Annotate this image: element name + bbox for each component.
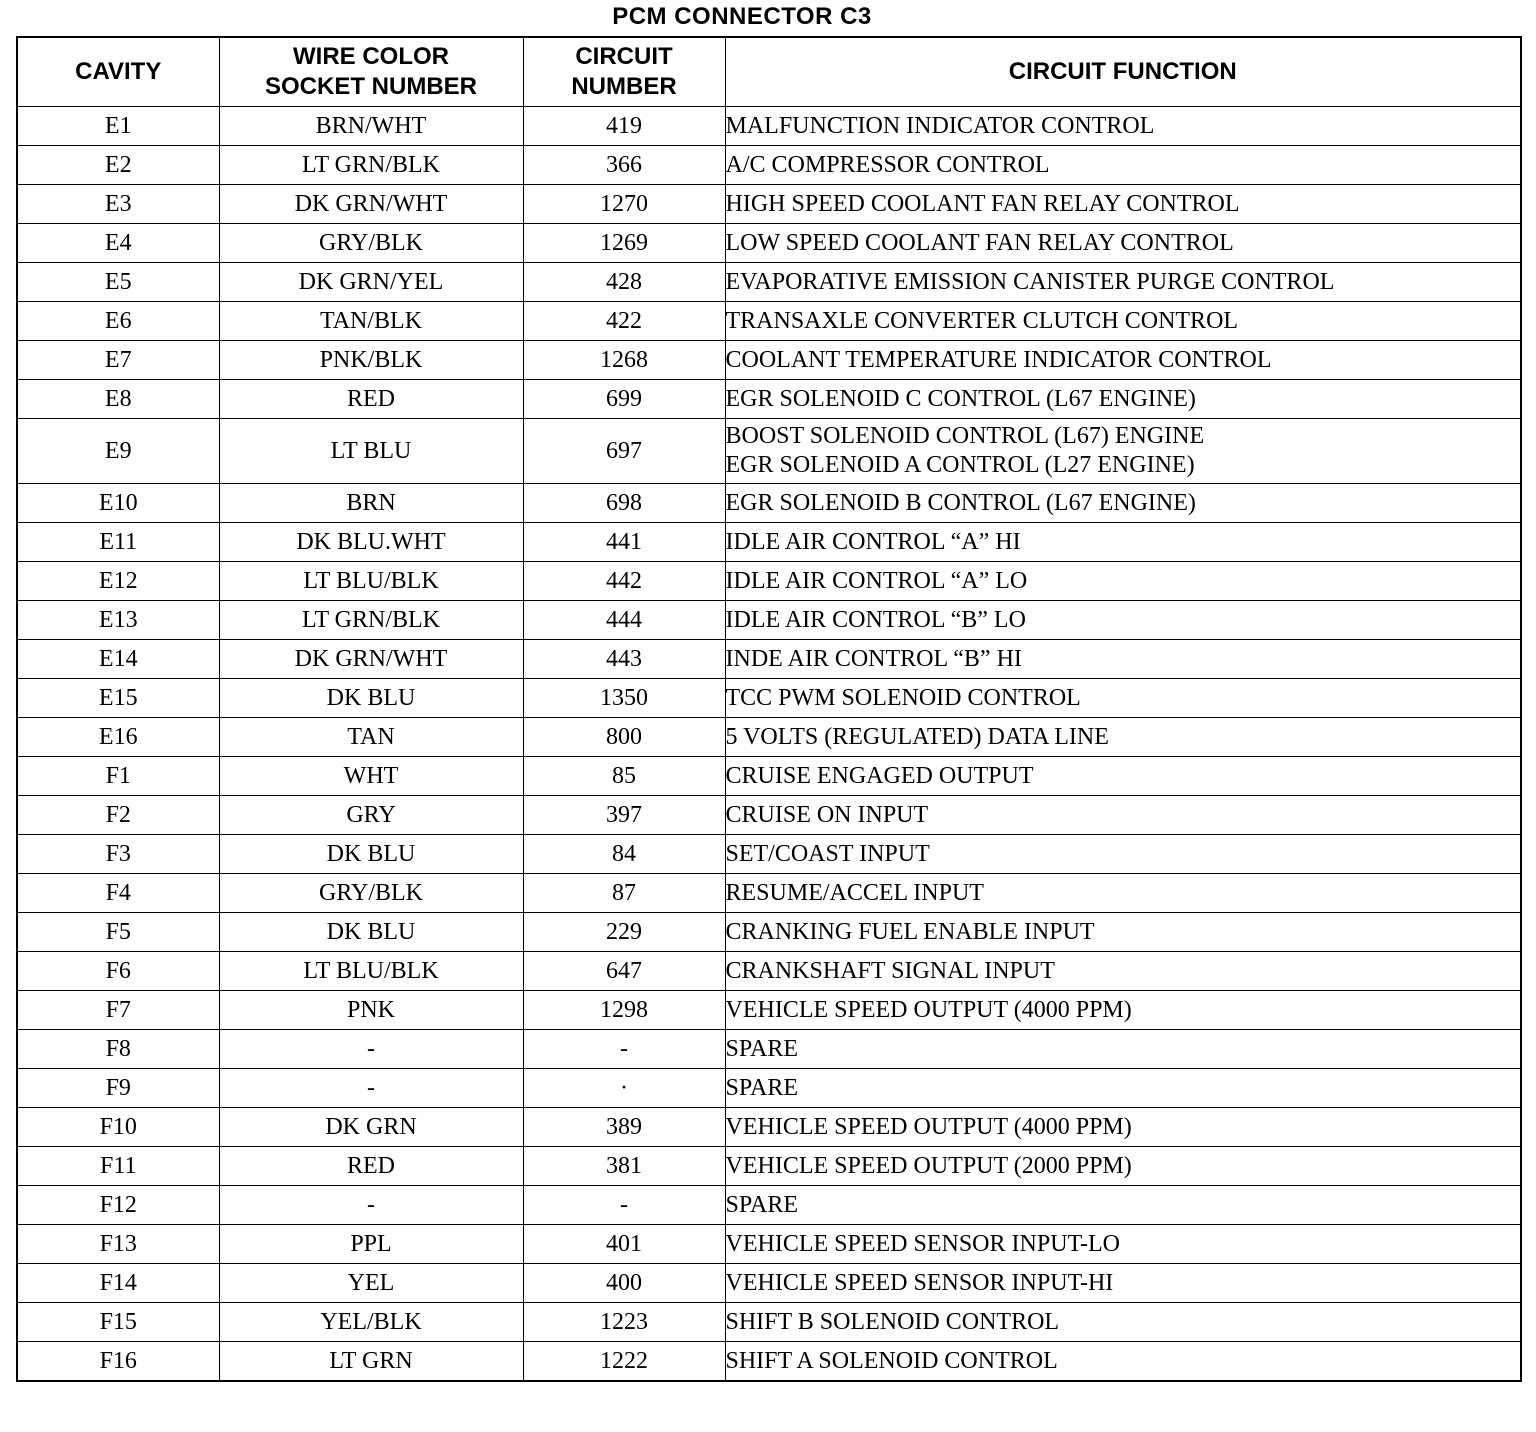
cell-wire-color: DK BLU [219, 679, 523, 718]
cell-cavity: E3 [17, 185, 219, 224]
cell-cavity: E5 [17, 263, 219, 302]
cell-circuit-function: TCC PWM SOLENOID CONTROL [725, 679, 1521, 718]
cell-wire-color: LT BLU [219, 419, 523, 484]
cell-circuit-function: IDLE AIR CONTROL “A” HI [725, 523, 1521, 562]
cell-cavity: E8 [17, 380, 219, 419]
cell-circuit-number: 697 [523, 419, 725, 484]
cell-circuit-function: RESUME/ACCEL INPUT [725, 874, 1521, 913]
table-row [17, 562, 1521, 601]
cell-circuit-number: 419 [523, 107, 725, 146]
cell-circuit-function: IDLE AIR CONTROL “A” LO [725, 562, 1521, 601]
header-circuit-function: CIRCUIT FUNCTION [725, 37, 1521, 107]
cell-circuit-number: · [523, 1069, 725, 1108]
table-row [17, 185, 1521, 224]
cell-cavity: F16 [17, 1342, 219, 1382]
table-row [17, 523, 1521, 562]
cell-circuit-function: CRANKING FUEL ENABLE INPUT [725, 913, 1521, 952]
header-cavity: CAVITY [17, 37, 219, 107]
cell-circuit-function: BOOST SOLENOID CONTROL (L67) ENGINE EGR SOLENOID A CONTROL (L27 ENGINE) [725, 419, 1521, 484]
cell-circuit-function: CRUISE ENGAGED OUTPUT [725, 757, 1521, 796]
cell-circuit-function: IDLE AIR CONTROL “B” LO [725, 601, 1521, 640]
cell-cavity: F3 [17, 835, 219, 874]
table-header-row [17, 37, 1521, 107]
cell-circuit-number: 401 [523, 1225, 725, 1264]
cell-cavity: F7 [17, 991, 219, 1030]
cell-wire-color: DK BLU.WHT [219, 523, 523, 562]
cell-wire-color: LT GRN [219, 1342, 523, 1382]
table-row [17, 679, 1521, 718]
table-row [17, 1108, 1521, 1147]
header-wire-color: WIRE COLOR SOCKET NUMBER [219, 37, 523, 107]
cell-circuit-number: 1350 [523, 679, 725, 718]
cell-cavity: F14 [17, 1264, 219, 1303]
cell-cavity: E10 [17, 484, 219, 523]
cell-wire-color: TAN/BLK [219, 302, 523, 341]
cell-circuit-number: 85 [523, 757, 725, 796]
cell-cavity: E2 [17, 146, 219, 185]
cell-wire-color: GRY [219, 796, 523, 835]
table-row [17, 991, 1521, 1030]
cell-circuit-number: - [523, 1030, 725, 1069]
cell-cavity: F1 [17, 757, 219, 796]
cell-wire-color: - [219, 1186, 523, 1225]
cell-cavity: E13 [17, 601, 219, 640]
cell-circuit-function: COOLANT TEMPERATURE INDICATOR CONTROL [725, 341, 1521, 380]
cell-circuit-function: TRANSAXLE CONVERTER CLUTCH CONTROL [725, 302, 1521, 341]
cell-cavity: F5 [17, 913, 219, 952]
cell-circuit-number: 397 [523, 796, 725, 835]
cell-cavity: E1 [17, 107, 219, 146]
cell-wire-color: PNK [219, 991, 523, 1030]
cell-cavity: F13 [17, 1225, 219, 1264]
cell-cavity: F10 [17, 1108, 219, 1147]
cell-circuit-number: - [523, 1186, 725, 1225]
cell-circuit-function: SHIFT A SOLENOID CONTROL [725, 1342, 1521, 1382]
cell-circuit-function: 5 VOLTS (REGULATED) DATA LINE [725, 718, 1521, 757]
table-row [17, 601, 1521, 640]
cell-circuit-number: 1298 [523, 991, 725, 1030]
cell-circuit-function: VEHICLE SPEED OUTPUT (4000 PPM) [725, 991, 1521, 1030]
cell-circuit-function: A/C COMPRESSOR CONTROL [725, 146, 1521, 185]
cell-cavity: F9 [17, 1069, 219, 1108]
cell-circuit-number: 84 [523, 835, 725, 874]
cell-circuit-number: 1222 [523, 1342, 725, 1382]
cell-cavity: F11 [17, 1147, 219, 1186]
cell-wire-color: DK BLU [219, 913, 523, 952]
cell-circuit-function: SHIFT B SOLENOID CONTROL [725, 1303, 1521, 1342]
cell-wire-color: DK BLU [219, 835, 523, 874]
table-row [17, 1030, 1521, 1069]
cell-cavity: E7 [17, 341, 219, 380]
table-row [17, 952, 1521, 991]
table-row [17, 484, 1521, 523]
table-row [17, 1147, 1521, 1186]
table-row [17, 341, 1521, 380]
table-row [17, 757, 1521, 796]
cell-cavity: F4 [17, 874, 219, 913]
cell-circuit-number: 1223 [523, 1303, 725, 1342]
cell-wire-color: BRN/WHT [219, 107, 523, 146]
table-row [17, 1069, 1521, 1108]
cell-circuit-function: VEHICLE SPEED SENSOR INPUT-LO [725, 1225, 1521, 1264]
cell-circuit-function: MALFUNCTION INDICATOR CONTROL [725, 107, 1521, 146]
cell-circuit-function: LOW SPEED COOLANT FAN RELAY CONTROL [725, 224, 1521, 263]
cell-circuit-function: SPARE [725, 1186, 1521, 1225]
cell-wire-color: RED [219, 380, 523, 419]
cell-circuit-number: 381 [523, 1147, 725, 1186]
table-row [17, 224, 1521, 263]
table-row [17, 835, 1521, 874]
cell-cavity: F12 [17, 1186, 219, 1225]
cell-wire-color: DK GRN/WHT [219, 640, 523, 679]
cell-wire-color: - [219, 1069, 523, 1108]
header-circuit-number: CIRCUIT NUMBER [523, 37, 725, 107]
cell-wire-color: DK GRN [219, 1108, 523, 1147]
table-row [17, 146, 1521, 185]
cell-circuit-function: VEHICLE SPEED OUTPUT (4000 PPM) [725, 1108, 1521, 1147]
cell-wire-color: WHT [219, 757, 523, 796]
cell-circuit-number: 1269 [523, 224, 725, 263]
cell-circuit-number: 1270 [523, 185, 725, 224]
cell-circuit-number: 389 [523, 1108, 725, 1147]
table-row [17, 380, 1521, 419]
cell-circuit-number: 800 [523, 718, 725, 757]
cell-cavity: F6 [17, 952, 219, 991]
table-row [17, 913, 1521, 952]
table-row [17, 1225, 1521, 1264]
cell-circuit-function: SPARE [725, 1030, 1521, 1069]
cell-circuit-function: EVAPORATIVE EMISSION CANISTER PURGE CONTROL [725, 263, 1521, 302]
cell-circuit-number: 647 [523, 952, 725, 991]
cell-circuit-function: SPARE [725, 1069, 1521, 1108]
table-row [17, 1342, 1521, 1382]
table-row [17, 1303, 1521, 1342]
cell-circuit-number: 422 [523, 302, 725, 341]
cell-wire-color: LT GRN/BLK [219, 601, 523, 640]
cell-wire-color: GRY/BLK [219, 874, 523, 913]
cell-circuit-function: CRANKSHAFT SIGNAL INPUT [725, 952, 1521, 991]
cell-circuit-number: 443 [523, 640, 725, 679]
cell-circuit-function: HIGH SPEED COOLANT FAN RELAY CONTROL [725, 185, 1521, 224]
cell-circuit-function: EGR SOLENOID B CONTROL (L67 ENGINE) [725, 484, 1521, 523]
table-row [17, 640, 1521, 679]
table-row [17, 419, 1521, 484]
cell-circuit-function: VEHICLE SPEED OUTPUT (2000 PPM) [725, 1147, 1521, 1186]
cell-circuit-function: EGR SOLENOID C CONTROL (L67 ENGINE) [725, 380, 1521, 419]
cell-circuit-function: VEHICLE SPEED SENSOR INPUT-HI [725, 1264, 1521, 1303]
cell-wire-color: PNK/BLK [219, 341, 523, 380]
cell-wire-color: LT GRN/BLK [219, 146, 523, 185]
cell-circuit-number: 400 [523, 1264, 725, 1303]
cell-circuit-number: 366 [523, 146, 725, 185]
cell-cavity: E14 [17, 640, 219, 679]
cell-cavity: E6 [17, 302, 219, 341]
cell-wire-color: LT BLU/BLK [219, 952, 523, 991]
cell-circuit-number: 229 [523, 913, 725, 952]
cell-wire-color: DK GRN/WHT [219, 185, 523, 224]
table-row [17, 263, 1521, 302]
cell-cavity: E4 [17, 224, 219, 263]
table-row [17, 796, 1521, 835]
cell-circuit-number: 699 [523, 380, 725, 419]
cell-circuit-number: 87 [523, 874, 725, 913]
cell-circuit-number: 1268 [523, 341, 725, 380]
cell-circuit-function: SET/COAST INPUT [725, 835, 1521, 874]
cell-circuit-number: 428 [523, 263, 725, 302]
cell-circuit-function: INDE AIR CONTROL “B” HI [725, 640, 1521, 679]
cell-circuit-function: CRUISE ON INPUT [725, 796, 1521, 835]
cell-cavity: E9 [17, 419, 219, 484]
table-row [17, 718, 1521, 757]
cell-circuit-number: 442 [523, 562, 725, 601]
cell-cavity: F2 [17, 796, 219, 835]
table-row [17, 1186, 1521, 1225]
cell-cavity: F8 [17, 1030, 219, 1069]
cell-wire-color: GRY/BLK [219, 224, 523, 263]
table-row [17, 1264, 1521, 1303]
cell-cavity: E15 [17, 679, 219, 718]
cell-wire-color: PPL [219, 1225, 523, 1264]
table-row [17, 874, 1521, 913]
table-row [17, 302, 1521, 341]
cell-cavity: F15 [17, 1303, 219, 1342]
cell-circuit-number: 441 [523, 523, 725, 562]
cell-wire-color: RED [219, 1147, 523, 1186]
cell-cavity: E16 [17, 718, 219, 757]
cell-cavity: E11 [17, 523, 219, 562]
cell-wire-color: - [219, 1030, 523, 1069]
cell-wire-color: BRN [219, 484, 523, 523]
cell-wire-color: YEL/BLK [219, 1303, 523, 1342]
cell-circuit-number: 698 [523, 484, 725, 523]
pcm-connector-table [16, 36, 1522, 1382]
cell-cavity: E12 [17, 562, 219, 601]
cell-wire-color: TAN [219, 718, 523, 757]
cell-wire-color: DK GRN/YEL [219, 263, 523, 302]
table-row [17, 107, 1521, 146]
cell-circuit-number: 444 [523, 601, 725, 640]
cell-wire-color: LT BLU/BLK [219, 562, 523, 601]
page-title: PCM CONNECTOR C3 [612, 3, 872, 30]
cell-wire-color: YEL [219, 1264, 523, 1303]
